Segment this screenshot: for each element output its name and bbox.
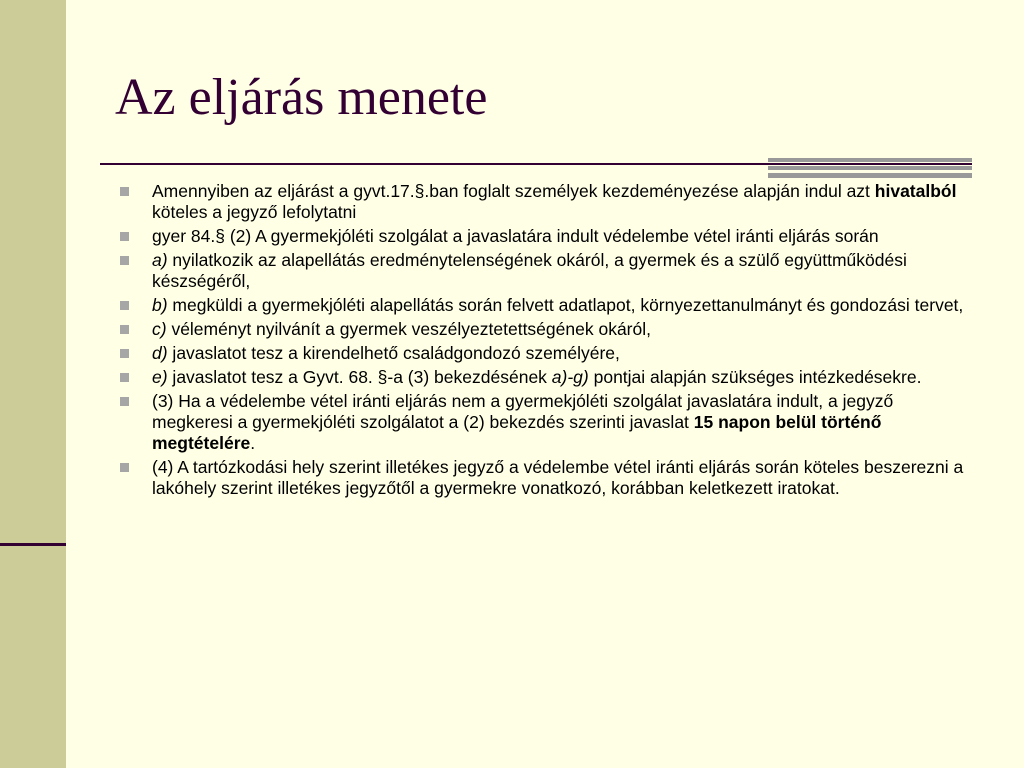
square-bullet-icon xyxy=(120,349,129,358)
slide-title: Az eljárás menete xyxy=(115,69,488,126)
bullet-text: Amennyiben az eljárást a gyvt.17.§.ban foglalt személyek kezdeményezése alapján indul azt xyxy=(152,181,875,201)
bullet-bold-text: 15 napon belül történő megtételére xyxy=(152,412,882,453)
bullet-text: javaslatot tesz a kirendelhető családgondozó személyére, xyxy=(167,343,620,363)
bullet-text: . xyxy=(250,433,256,453)
bullet-item xyxy=(118,250,978,292)
square-bullet-icon xyxy=(120,325,129,334)
bullet-item xyxy=(118,457,978,499)
bullet-text: megküldi a gyermekjóléti alapellátás során felvett adatlapot, környezettanulmányt és gondozási tervet, xyxy=(167,295,964,315)
bullet-text: gyer 84.§ (2) A gyermekjóléti szolgálat a javaslatára indult védelembe vétel iránti eljárás során xyxy=(152,226,879,246)
bullet-bold-text: hivatalból xyxy=(874,181,957,201)
bullet-text: pontjai alapján szükséges intézkedésekre. xyxy=(588,367,922,387)
bullet-text: köteles a jegyző lefolytatni xyxy=(152,202,357,222)
left-bar-rule xyxy=(0,543,66,546)
bullet-item xyxy=(118,319,978,340)
bullet-text: nyilatkozik az alapellátás eredménytelenségének okáról, a gyermek és a szülő együttműködési készségéről, xyxy=(152,250,907,291)
square-bullet-icon xyxy=(120,463,129,472)
square-bullet-icon xyxy=(120,256,129,265)
bullet-italic-text: d) xyxy=(152,343,168,363)
bullet-item xyxy=(118,391,978,454)
bullet-list xyxy=(118,181,978,502)
bullet-italic-text: a)-g) xyxy=(551,367,589,387)
left-decorative-bar xyxy=(0,0,66,768)
bullet-text: véleményt nyilvánít a gyermek veszélyeztetettségének okáról, xyxy=(166,319,651,339)
bullet-text: javaslatot tesz a Gyvt. 68. §-a (3) bekezdésének xyxy=(167,367,552,387)
square-bullet-icon xyxy=(120,187,129,196)
bullet-italic-text: c) xyxy=(152,319,167,339)
bullet-item xyxy=(118,367,978,388)
stripe xyxy=(768,166,972,170)
decorative-stripes xyxy=(768,158,972,178)
square-bullet-icon xyxy=(120,301,129,310)
bullet-text: (4) A tartózkodási hely szerint illetékes jegyző a védelembe vétel iránti eljárás során köteles beszerezni a lakóhely szerint illetékes jegyzőtől a gyermekre vonatkozó, korábban keletkezett iratokat. xyxy=(152,457,964,498)
bullet-text: (3) Ha a védelembe vétel iránti eljárás nem a gyermekjóléti szolgálat javaslatára indult, a jegyző megkeresi a gyermekjóléti szolgálatot a (2) bekezdés szerinti javaslat xyxy=(152,391,894,432)
stripe xyxy=(768,158,972,162)
bullet-italic-text: e) xyxy=(152,367,168,387)
bullet-italic-text: b) xyxy=(152,295,168,315)
bullet-item xyxy=(118,343,978,364)
stripe xyxy=(768,173,972,178)
square-bullet-icon xyxy=(120,373,129,382)
bullet-italic-text: a) xyxy=(152,250,168,270)
square-bullet-icon xyxy=(120,397,129,406)
bullet-item xyxy=(118,295,978,316)
bullet-item xyxy=(118,226,978,247)
bullet-item xyxy=(118,181,978,223)
square-bullet-icon xyxy=(120,232,129,241)
